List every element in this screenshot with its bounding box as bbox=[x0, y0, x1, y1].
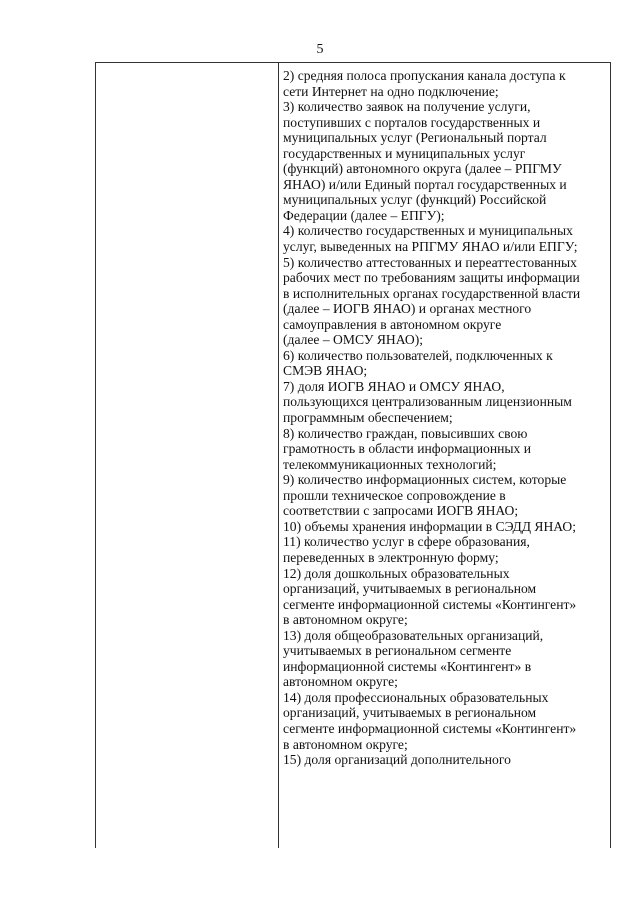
list-item bbox=[283, 348, 608, 379]
list-item-line: учитываемых в региональном сегменте bbox=[283, 643, 512, 659]
list-item-line: СМЭВ ЯНАО; bbox=[283, 363, 368, 379]
list-item-line: рабочих мест по требованиям защиты информации bbox=[283, 270, 580, 286]
list-item-line: сети Интернет на одно подключение; bbox=[283, 83, 499, 99]
list-item-line: ЯНАО) и/или Единый портал государственных и bbox=[283, 176, 567, 192]
list-item-line: программным обеспечением; bbox=[283, 410, 453, 426]
list-item-line: сегменте информационной системы «Контингент» bbox=[283, 596, 577, 612]
list-item-line: пользующихся централизованным лицензионным bbox=[283, 394, 572, 410]
list-item-line: 11) количество услуг в сфере образования, bbox=[283, 534, 530, 550]
list-item-line: Федерации (далее – ЕПГУ); bbox=[283, 207, 445, 223]
list-item-line: (далее – ИОГВ ЯНАО) и органах местного bbox=[283, 301, 532, 317]
list-item-line: организаций, учитываемых в региональном bbox=[283, 581, 537, 597]
list-item bbox=[283, 426, 608, 473]
list-item-line: прошли техническое сопровождение в bbox=[283, 487, 506, 503]
list-item-line: самоуправления в автономном округе bbox=[283, 316, 502, 332]
list-item-line: 9) количество информационных систем, которые bbox=[283, 472, 567, 488]
list-item bbox=[283, 472, 608, 519]
list-item-line: услуг, выведенных на РПГМУ ЯНАО и/или ЕПГУ; bbox=[283, 239, 578, 255]
page-number: 5 bbox=[316, 42, 324, 57]
list-item-line: 10) объемы хранения информации в СЭДД ЯНАО; bbox=[283, 518, 577, 534]
list-item bbox=[283, 566, 608, 628]
list-item-line: в автономном округе; bbox=[283, 736, 408, 752]
list-item-line: 7) доля ИОГВ ЯНАО и ОМСУ ЯНАО, bbox=[283, 378, 505, 394]
list-item-line: 15) доля организаций дополнительного bbox=[283, 752, 511, 768]
list-item-line: поступивших с порталов государственных и bbox=[283, 114, 541, 130]
list-item-line: 12) доля дошкольных образовательных bbox=[283, 565, 510, 581]
list-item-line: организаций, учитываемых в региональном bbox=[283, 705, 537, 721]
list-item-line: 13) доля общеобразовательных организаций, bbox=[283, 627, 544, 643]
list-item bbox=[283, 379, 608, 426]
list-item-line: автономном округе; bbox=[283, 674, 398, 690]
list-item-line: 14) доля профессиональных образовательных bbox=[283, 689, 549, 705]
list-item-line: телекоммуникационных технологий; bbox=[283, 456, 497, 472]
list-item-line: 5) количество аттестованных и переаттестованных bbox=[283, 254, 577, 270]
list-item-line: информационной системы «Контингент» в bbox=[283, 658, 532, 674]
list-item-line: переведенных в электронную форму; bbox=[283, 549, 499, 565]
list-item bbox=[283, 255, 608, 348]
table-left-column bbox=[96, 63, 279, 848]
list-item bbox=[283, 628, 608, 690]
list-item-line: муниципальных услуг (Региональный портал bbox=[283, 130, 547, 146]
list-item bbox=[283, 519, 608, 535]
list-item-line: соответствии с запросами ИОГВ ЯНАО; bbox=[283, 503, 519, 519]
list-item-line: муниципальных услуг (функций) Российской bbox=[283, 192, 547, 208]
document-table bbox=[95, 62, 611, 848]
list-item bbox=[283, 752, 608, 768]
list-item-line: сегменте информационной системы «Контингент» bbox=[283, 720, 577, 736]
list-item-line: (функций) автономного округа (далее – РПГМУ bbox=[283, 161, 562, 177]
list-item-line: 6) количество пользователей, подключенных к bbox=[283, 347, 553, 363]
list-item-line: 3) количество заявок на получение услуги, bbox=[283, 99, 531, 115]
list-item-line: 2) средняя полоса пропускания канала доступа к bbox=[283, 68, 566, 83]
list-item-line: 8) количество граждан, повысивших свою bbox=[283, 425, 528, 441]
list-item bbox=[283, 690, 608, 752]
list-item-line: в автономном округе; bbox=[283, 612, 408, 628]
list-item bbox=[283, 99, 608, 223]
list-item-line: (далее – ОМСУ ЯНАО); bbox=[283, 332, 423, 348]
table-right-column bbox=[283, 68, 608, 768]
list-item bbox=[283, 534, 608, 565]
list-item-line: государственных и муниципальных услуг bbox=[283, 145, 526, 161]
list-item-line: в исполнительных органах государственной власти bbox=[283, 285, 581, 301]
list-item bbox=[283, 223, 608, 254]
list-item-line: грамотность в области информационных и bbox=[283, 441, 531, 457]
list-item-line: 4) количество государственных и муниципальных bbox=[283, 223, 573, 239]
list-item bbox=[283, 68, 608, 99]
